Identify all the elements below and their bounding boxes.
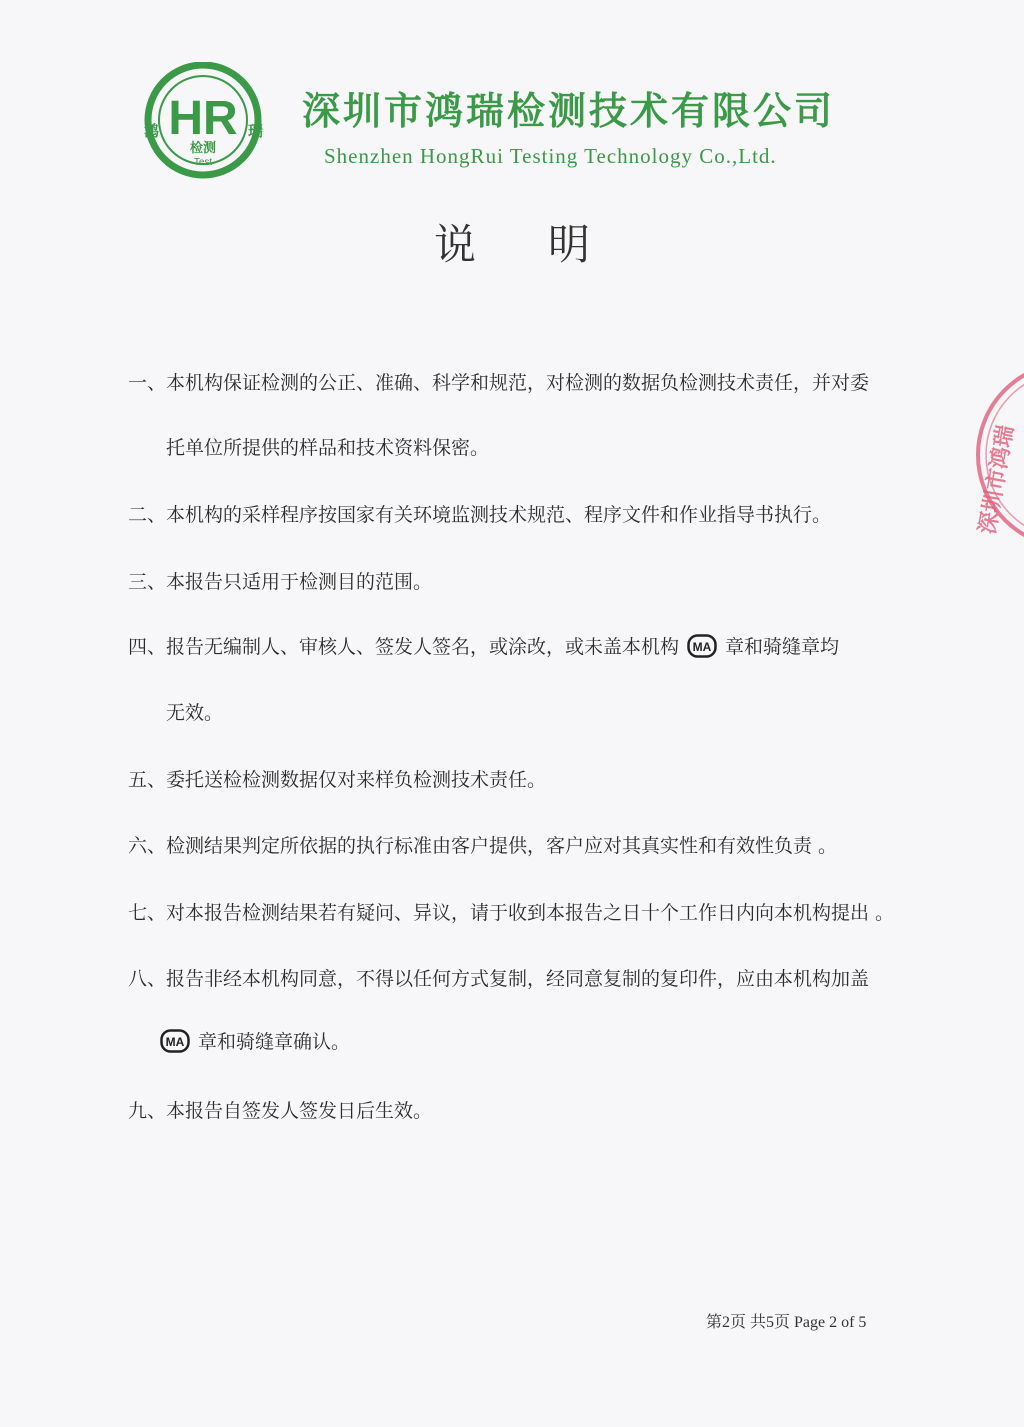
item-5: 五、委托送检检测数据仅对来样负检测技术责任。 xyxy=(128,769,547,791)
ma-seal-icon xyxy=(160,1029,190,1053)
item-2: 二、本机构的采样程序按国家有关环境监测技术规范、程序文件和作业指导书执行。 xyxy=(128,504,832,526)
item-3: 三、本报告只适用于检测目的范围。 xyxy=(128,571,433,593)
item-4-line-1 xyxy=(128,632,839,659)
company-name-en: Shenzhen HongRui Testing Technology Co.,Ltd. xyxy=(324,144,777,168)
logo-left-char: 鸿 xyxy=(144,122,160,140)
seal-text: 深圳市鸿瑞 xyxy=(975,423,1020,537)
logo-test: Test xyxy=(193,157,213,168)
logo-right-char: 瑞 xyxy=(248,122,264,140)
company-name-cn: 深圳市鸿瑞检测技术有限公司 xyxy=(302,89,836,133)
item-8-line-1: 八、报告非经本机构同意，不得以任何方式复制，经同意复制的复印件，应由本机构加盖 xyxy=(128,968,870,990)
item-6: 六、检测结果判定所依据的执行标准由客户提供，客户应对其真实性和有效性负责 。 xyxy=(128,835,838,857)
company-seal-stamp xyxy=(960,360,1024,550)
item-1-line-2: 托单位所提供的样品和技术资料保密。 xyxy=(166,437,490,459)
item-8-text-b: 章和骑缝章确认。 xyxy=(198,1031,351,1053)
ma-seal-icon xyxy=(687,634,717,658)
item-9: 九、本报告自签发人签发日后生效。 xyxy=(128,1100,433,1122)
item-4-line-2: 无效。 xyxy=(166,702,224,724)
page-footer: 第2页 共5页 Page 2 of 5 xyxy=(706,1314,867,1331)
page-title: 说明 xyxy=(433,220,662,269)
svg-text:MA: MA xyxy=(692,640,712,654)
item-8-line-2 xyxy=(160,1027,350,1054)
item-4-text-a: 四、报告无编制人、审核人、签发人签名，或涂改，或未盖本机构 xyxy=(128,636,680,658)
hr-logo xyxy=(136,62,270,182)
item-7: 七、对本报告检测结果若有疑问、异议，请于收到本报告之日十个工作日内向本机构提出 。 xyxy=(128,902,895,924)
svg-text:MA: MA xyxy=(165,1035,185,1049)
item-4-text-b: 章和骑缝章均 xyxy=(725,636,840,658)
item-1-line-1: 一、本机构保证检测的公正、准确、科学和规范，对检测的数据负检测技术责任，并对委 xyxy=(128,372,870,394)
logo-sub: 检测 xyxy=(189,141,217,156)
logo-letters: HR xyxy=(168,92,238,145)
